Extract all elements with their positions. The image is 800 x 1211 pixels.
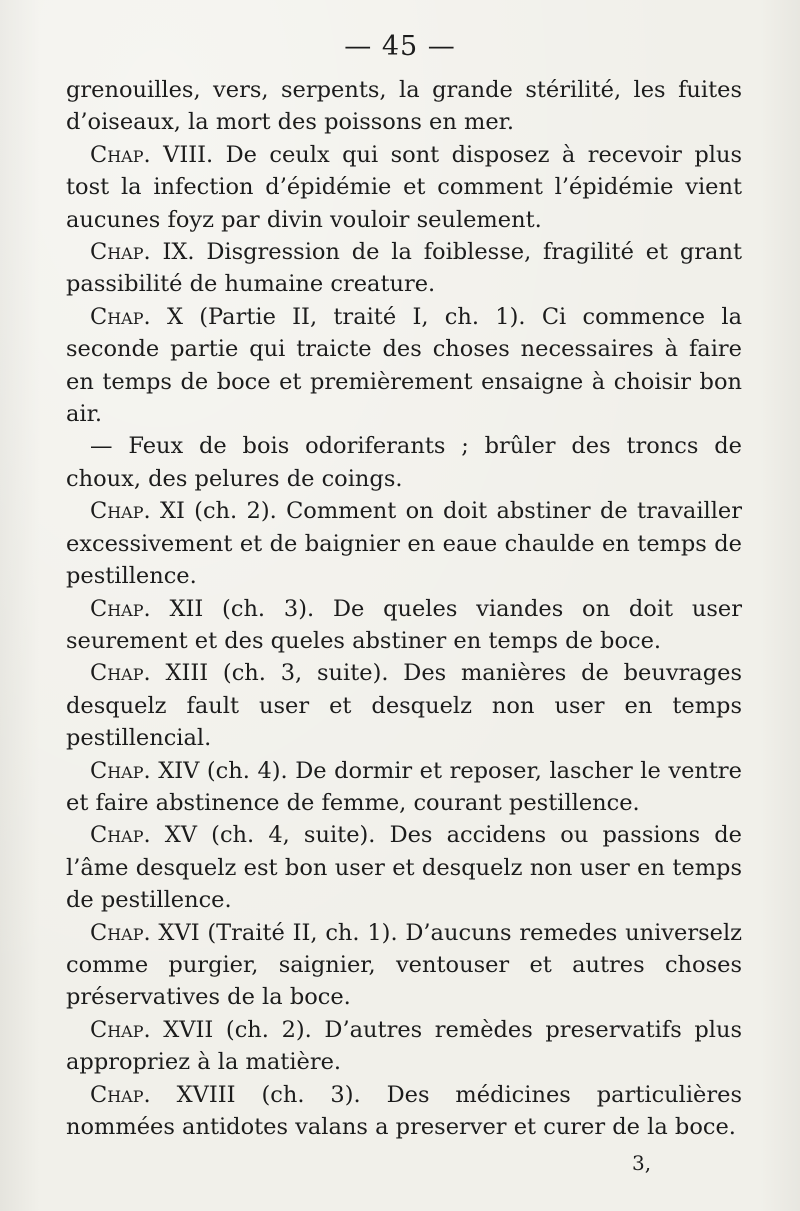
toc-entry (66, 236, 742, 301)
chapter-label: Chap. (90, 1081, 151, 1108)
signature-mark: 3, (632, 1151, 652, 1175)
chapter-label: Chap. (90, 660, 151, 687)
chapter-label: Chap. (90, 239, 151, 266)
entry-text: — Feux de bois odoriferants ; brûler des troncs de choux, des pelures de coings. (66, 433, 742, 492)
table-of-contents-text (66, 74, 742, 1143)
toc-entry (66, 819, 742, 916)
toc-entry (66, 495, 742, 592)
toc-entry (66, 430, 742, 495)
toc-entry (66, 917, 742, 1014)
entry-text: XVII (ch. 2). D’autres remèdes preservatifs plus appropriez à la matière. (66, 1016, 742, 1076)
entry-text: XVI (Traité II, ch. 1). D’aucuns remedes universelz comme purgier, saignier, ventouser et autres choses préservatives de la boce. (66, 919, 742, 1011)
chapter-label: Chap. (90, 595, 151, 622)
entry-text: XI (ch. 2). Comment on doit abstiner de travailler excessivement et de baignier en eaue chaulde en temps de pestillence. (66, 498, 742, 590)
entry-text: grenouilles, vers, serpents, la grande stérilité, les fuites d’oiseaux, la mort des poissons en mer. (66, 77, 742, 136)
toc-entry (66, 1014, 742, 1079)
entry-text: X (Partie II, traité I, ch. 1). Ci commence la seconde partie qui traicte des choses necessaires à faire en temps de boce et premièrement ensaigne à choisir bon air. (66, 303, 742, 428)
page-number: — 45 — (344, 31, 456, 62)
entry-text: XIII (ch. 3, suite). Des manières de beuvrages desquelz fault user et desquelz non user en temps pestillencial. (66, 660, 742, 752)
chapter-label: Chap. (90, 1016, 151, 1043)
chapter-label: Chap. (90, 822, 151, 849)
entry-text: IX. Disgression de la foiblesse, fragilité et grant passibilité de humaine creature. (66, 239, 742, 298)
entry-text: XVIII (ch. 3). Des médicines particulières nommées antidotes valans a preserver et curer de la boce. (66, 1081, 742, 1140)
toc-entry (66, 755, 742, 820)
chapter-label: Chap. (90, 498, 151, 525)
chapter-label: Chap. (90, 303, 151, 330)
entry-text: VIII. De ceulx qui sont disposez à recevoir plus tost la infection d’épidémie et comment l’épidémie vient aucunes foyz par divin vouloir seulement. (66, 141, 742, 233)
chapter-label: Chap. (90, 757, 151, 784)
chapter-label: Chap. (90, 919, 151, 946)
toc-entry (66, 593, 742, 658)
entry-text: XV (ch. 4, suite). Des accidens ou passions de l’âme desquelz est bon user et desquelz non user en temps de pestillence. (66, 822, 742, 914)
toc-entry (66, 301, 742, 431)
toc-entry (66, 657, 742, 754)
toc-entry (66, 1079, 742, 1144)
chapter-label: Chap. (90, 141, 151, 168)
toc-entry (66, 139, 742, 236)
toc-entry (66, 74, 742, 139)
entry-text: XIV (ch. 4). De dormir et reposer, lascher le ventre et faire abstinence de femme, courant pestillence. (66, 757, 742, 816)
entry-text: XII (ch. 3). De queles viandes on doit user seurement et des queles abstiner en temps de boce. (66, 595, 742, 654)
